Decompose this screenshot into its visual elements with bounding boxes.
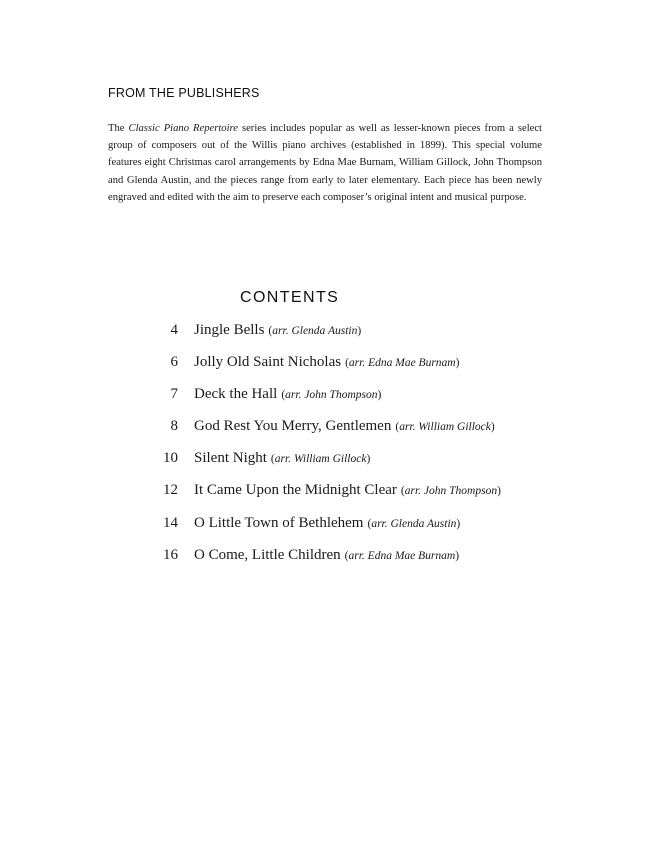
toc-arranger-name: arr. John Thompson [285, 389, 378, 402]
toc-arranger: (arr. Edna Mae Burnam) [344, 549, 460, 562]
toc-entry[interactable] [140, 515, 580, 547]
toc-title: Jolly Old Saint Nicholas [194, 354, 342, 371]
toc-page-number: 12 [163, 482, 178, 499]
toc-entry[interactable] [140, 450, 580, 482]
toc-arranger: (arr. Glenda Austin) [268, 325, 362, 337]
toc-arranger-name: arr. Glenda Austin [371, 517, 457, 530]
toc-arranger-name: arr. Edna Mae Burnam [348, 549, 456, 562]
toc-entry[interactable] [140, 386, 580, 418]
publishers-paragraph [108, 120, 542, 206]
toc-page-number: 8 [170, 418, 178, 435]
toc-title: Deck the Hall [194, 386, 278, 403]
toc-title: O Come, Little Children [194, 546, 341, 563]
toc-arranger-name: arr. Edna Mae Burnam [348, 357, 456, 370]
toc-entry[interactable] [140, 354, 580, 386]
toc-arranger: (arr. Edna Mae Burnam) [345, 357, 460, 370]
toc-entry[interactable] [140, 482, 580, 514]
toc-arranger-name: arr. Glenda Austin [272, 325, 358, 337]
toc-page-number: 7 [170, 386, 178, 403]
toc-title: Silent Night [194, 450, 267, 467]
publishers-text-body: series includes popular as well as lesser-known pieces from a select group of composers out of the Willis piano archives (established in 1899). This special volume features eight Christmas carol arrangements by Edna Mae Burnam, William Gillock, John Thompson and Glenda Austin, and the pieces range from early to later elementary. Each piece has been newly engraved and edited with the aim to preserve each composer’s original intent and musical purpose. [108, 123, 542, 203]
toc-arranger: (arr. John Thompson) [400, 485, 501, 498]
toc-arranger: (arr. William Gillock) [270, 453, 371, 466]
series-name: Classic Piano Repertoire [128, 123, 238, 134]
toc-entry[interactable] [140, 418, 580, 450]
toc-entry[interactable] [140, 322, 580, 354]
toc-arranger: (arr. William Gillock) [395, 421, 495, 434]
toc-title: O Little Town of Bethlehem [194, 514, 364, 531]
toc-title: God Rest You Merry, Gentlemen [194, 418, 392, 435]
toc-arranger-name: arr. John Thompson [404, 485, 498, 498]
table-of-contents [140, 322, 580, 579]
toc-title: Jingle Bells [194, 322, 265, 338]
toc-arranger-name: arr. William Gillock [399, 421, 491, 434]
contents-heading: CONTENTS [240, 289, 340, 306]
toc-title: It Came Upon the Midnight Clear [194, 482, 397, 499]
publishers-text-intro: The [108, 123, 129, 134]
toc-arranger-name: arr. William Gillock [274, 453, 367, 466]
toc-page-number: 14 [163, 514, 178, 531]
toc-arranger: (arr. Glenda Austin) [367, 517, 461, 530]
toc-page-number: 10 [163, 450, 178, 467]
toc-arranger: (arr. John Thompson) [281, 389, 382, 402]
toc-page-number: 4 [170, 322, 178, 338]
toc-entry[interactable] [140, 547, 580, 579]
toc-page-number: 16 [163, 546, 178, 563]
publishers-heading: FROM THE PUBLISHERS [108, 86, 260, 100]
toc-page-number: 6 [170, 354, 178, 371]
